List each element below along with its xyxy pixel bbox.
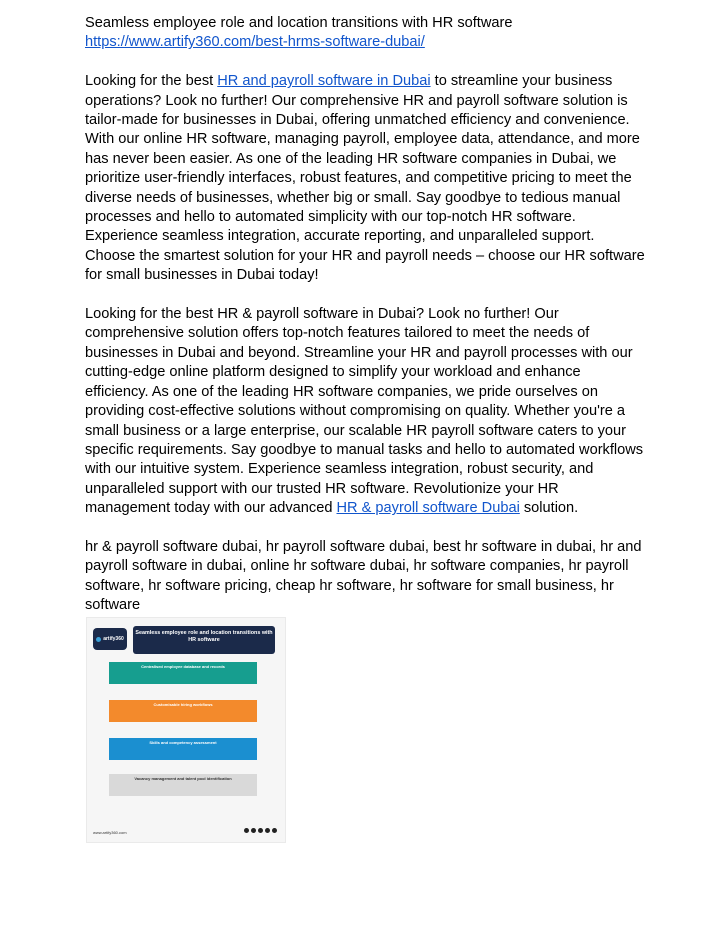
infographic-band-2 (109, 700, 257, 722)
band-1-title: Centralised employee database and records (141, 664, 225, 669)
artify360-logo (93, 628, 127, 650)
band-4-title: Vacancy management and talent pool identification (134, 776, 232, 781)
infographic-band-4 (109, 774, 257, 796)
source-url-link[interactable]: https://www.artify360.com/best-hrms-software-dubai/ (85, 34, 425, 51)
instagram-icon (251, 828, 256, 833)
infographic-header: Seamless employee role and location transitions with HR software (133, 626, 275, 654)
document-body (85, 14, 645, 616)
hr-payroll-software-dubai-link[interactable]: HR & payroll software Dubai (336, 500, 520, 517)
logo-text: artify360 (103, 636, 124, 642)
spacer (85, 286, 645, 305)
facebook-icon (244, 828, 249, 833)
paragraph-2 (85, 305, 645, 518)
infographic-image (86, 617, 286, 843)
paragraph-1-text-b: to streamline your business operations? Look no further! Our comprehensive HR and payroll software solution is tailor-made for businesses in Dubai, offering unmatched efficiency and convenience. With our online HR software, managing payroll, employee data, attendance, and more has never been easier. As one of the leading HR software companies in Dubai, we prioritize user-friendly interfaces, robust features, and competitive pricing to meet the diverse needs of businesses, whether big or small. Say goodbye to tedious manual processes and hello to automated simplicity with our top-notch HR software. Experience seamless integration, accurate reporting, and unparalleled support. Choose the smartest solution for your HR and payroll needs – choose our HR software for small businesses in Dubai today! (85, 73, 645, 284)
infographic-footer-url: www.artify360.com (93, 830, 127, 835)
paragraph-2-text-b: solution. (519, 500, 579, 517)
document-title: Seamless employee role and location transitions with HR software (85, 15, 513, 31)
logo-icon (96, 637, 101, 642)
infographic-band-3 (109, 738, 257, 760)
hr-payroll-dubai-link[interactable]: HR and payroll software in Dubai (217, 73, 431, 90)
paragraph-1 (85, 72, 645, 285)
keywords-paragraph: hr & payroll software dubai, hr payroll software dubai, best hr software in dubai, hr and payroll software in dubai, online hr software dubai, hr software companies, hr payroll software, hr software pricing, cheap hr software, hr software for small business, hr software (85, 538, 642, 614)
social-icons (244, 828, 277, 833)
spacer (85, 519, 645, 538)
paragraph-1-text-a: Looking for the best (85, 73, 218, 90)
infographic-band-1 (109, 662, 257, 684)
band-2-title: Customisable hiring workflows (153, 702, 213, 707)
spacer (85, 53, 645, 72)
linkedin-icon (265, 828, 270, 833)
twitter-icon (258, 828, 263, 833)
youtube-icon (272, 828, 277, 833)
paragraph-2-text-a: Looking for the best HR & payroll software in Dubai? Look no further! Our comprehensive solution offers top-notch features tailored to meet the needs of businesses in Dubai and beyond. Streamline your HR and payroll processes with our cutting-edge online platform designed to simplify your workload and enhance efficiency. As one of the leading HR software companies, we pride ourselves on providing cost-effective solutions without compromising on quality. Whether you're a small business or a large enterprise, our scalable HR payroll software caters to your specific requirements. Say goodbye to manual tasks and hello to automated workflows with our intuitive system. Experience seamless integration, robust security, and unparalleled support with our trusted HR software. Revolutionize your HR management today with our advanced (85, 306, 644, 517)
band-3-title: Skills and competency assessment (149, 740, 217, 745)
